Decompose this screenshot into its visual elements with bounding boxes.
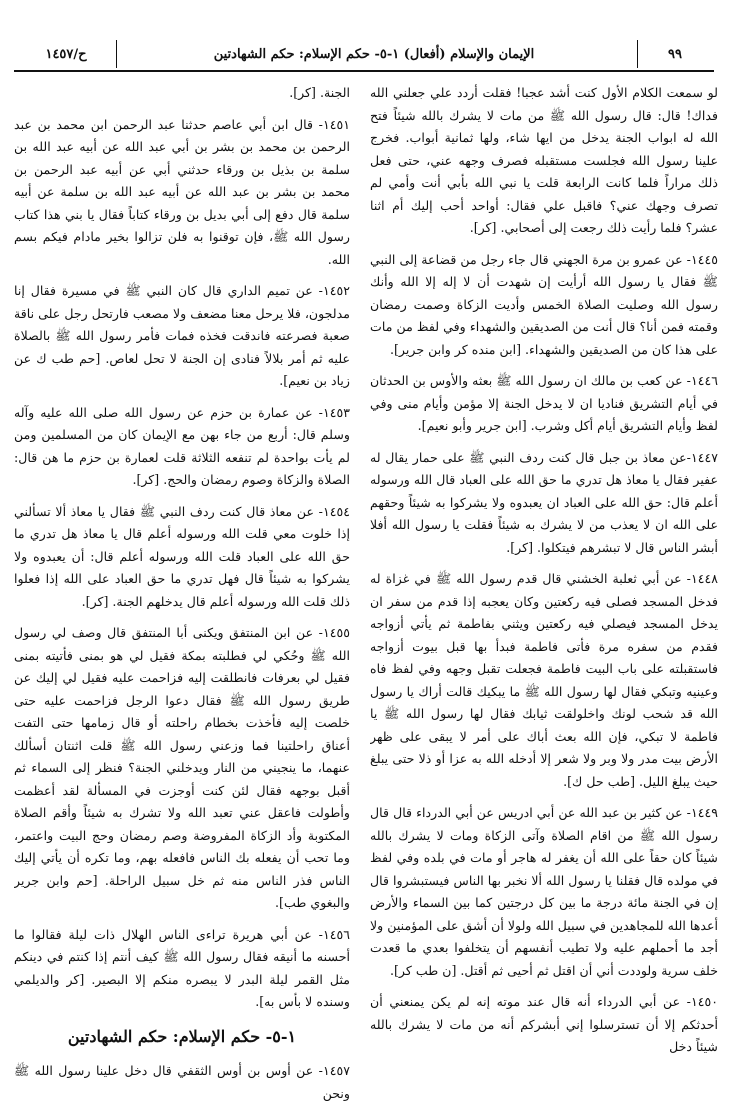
- hadith-1447: ١٤٤٧-عن معاذ بن جبل قال كنت ردف النبي ﷺ على حمار يقال له عفير فقال يا معاذ هل تدري ما حق الله على العباد قال الله ورسوله أعلم قال: حق الله على العباد ان يعبدوه ولا يشركوا به شيئاً وحقهم على الله ان لا يعذب من لا يشرك به شيئاً فقلت يا رسول الله أفلا أبشر الناس قال لا تبشرهم فيتكلوا. [كر].: [370, 449, 718, 555]
- hadith-1455: ١٤٥٥- عن ابن المنتفق ويكنى أبا المنتفق قال وصف لي رسول الله ﷺ وحُكي لي فطلبته بمكة فقيل لي هو بمنى فأتيته بمنى فقيل لي بعرفات فانطلقت إليه فزاحمت عليه فقيل لي إليك عن طريق رسول الله ﷺ فقال دعوا الرجل فزاحمت عليه حتى خلصت إليه فأخذت بخطام راحلته أو قال زمامها حتى التفت أعناق راحلتينا فما وزعني رسول الله ﷺ قلت اثنتان أسألك عنهما، ما ينجيني من النار ويدخلني الجنة؟ فنظر إلى السماء ثم أقبل بوجهه فقال لئن كنت أوجزت في المسألة لقد أعظمت وأطولت فاعقل عني تعبد الله ولا تشرك به شيئاً وأقم الصلاة المكتوبة وأد الزكاة المفروضة وصم رمضان وحج البيت واعتمر، وما تحب أن يفعله بك الناس فافعله بهم، وما تكره أن يأتي إليك الناس فذر الناس منه ثم خل سبيل الراحلة. [حم وابن جرير والبغوي طب].: [14, 625, 350, 910]
- paragraph: لو سمعت الكلام الأول كنت أشد عجبا! فقلت أردد علي جعلني الله فداك! قال: قال رسول الله ﷺ من مات لا يشرك بالله شيئاً فتح الله له ابواب الجنة يدخل من ايها شاء، ولها ثمانية أبواب. فخرج علينا رسول الله فجلست مستقبله فصرف وجهه عني، حتى فعل ذلك مراراً فلما كانت الرابعة قلت يا نبي الله بأبي أنت وأمي لم تصرف وجهك عني؟ فاقبل علي فقال: أواحد أحب إليك أم اثنا عشر؟ فلما رأيت ذلك رجعت إلى أصحابي. [كر].: [370, 85, 718, 235]
- hadith-1449: ١٤٤٩- عن كثير بن عبد الله عن أبي ادريس عن أبي الدرداء قال قال رسول الله ﷺ من اقام الصلاة وآتى الزكاة ومات لا يشرك بالله شيئاً كان حقاً على الله أن يغفر له هاجر أو مات في بلده وفي لفظ في مولده قال فقلنا يا رسول الله ألا نخبر بها الناس فيستبشروا قال إن في الجنة مائة درجة ما بين كل درجتين كما بين السماء والأرض أعدها الله للمجاهدين في سبيل الله ولولا أن أشق على المؤمنين ولا أجد ما أحملهم عليه ولا تطيب أنفسهم أن يتخلفوا بعدي ما قعدت خلف سرية ولوددت أني أن اقتل ثم أحيى ثم أقتل. [ن طب كر].: [370, 805, 718, 978]
- page-number: ٩٩: [637, 40, 712, 68]
- hadith-1446: ١٤٤٦- عن كعب بن مالك ان رسول الله ﷺ بعثه والأوس بن الحدثان في أيام التشريق فناديا ان لا يدخل الجنة إلا مؤمن وأيام منى وفي لفظ وأيام التشريق أيام أكل وشرب. [ابن جرير وأبو نعيم].: [370, 373, 718, 433]
- left-column: [14, 82, 350, 1104]
- hadith-1454: ١٤٥٤- عن معاذ قال كنت ردف النبي ﷺ فقال يا معاذ ألا تسألني إذا خلوت معي قلت الله ورسوله أعلم قال يا معاذ هل تدري ما حق الله على العباد قلت الله ورسوله أعلم قال: أن يعبدوه ولا يشركوا به شيئاً قال فهل تدري ما حق العباد على الله إذا فعلوا ذلك قلت الله ورسوله أعلم قال يدخلهم الجنة. [كر].: [14, 503, 350, 609]
- hadith-1452: ١٤٥٢- عن تميم الداري قال كان النبي ﷺ في مسيرة فقال إنا مدلجون، فلا يرحل معنا مضعف ولا مصعب فارتحل رجل على ناقة صعبة فصرعته فاندقت فخذه فمات فأمر رسول الله ﷺ بالصلاة عليه ثم أمر بلالاً فنادى إن الجنة لا تحل لعاص. [حم طب ك عن زياد بن نعيم].: [14, 283, 350, 388]
- hadith-1450: ١٤٥٠- عن أبي الدرداء أنه قال عند موته إنه لم يكن يمنعني أن أحدثكم إلا أن تسترسلوا إني أبشركم أنه من مات لا يشرك بالله شيئاً دخل: [370, 994, 718, 1054]
- hadith-1453: ١٤٥٣- عن عمارة بن حزم عن رسول الله صلى الله عليه وآله وسلم قال: أربع من جاء بهن مع الإيمان كان من المسلمين ومن لم يأت بواحدة لم تنفعه الثلاثة قلت لعمارة بن حزم ما هن قال: الصلاة والزكاة وصوم رمضان والحج. [كر].: [14, 404, 350, 487]
- hadith-1451: ١٤٥١- قال ابن أبي عاصم حدثنا عبد الرحمن ابن محمد بن عبد الرحمن بن محمد بن بشر بن أبي عبد الله عن أبيه عبد الله بن سلمة بن بذيل بن ورقاء حدثني أبي عن أبيه عبد الرحمن بن محمد بن بشر بن عبد الله عن أبيه عبد الله بن سلمة عن أبيه سلمة قال دفع إلى أبي بديل بن ورقاء كتاباً فقال يا بني هذا كتاب رسول الله ﷺ، فإن توقنوا به فلن تزالوا بخير مادام فيكم بسم الله.: [14, 116, 350, 267]
- hadith-1457: ١٤٥٧- عن أوس بن أوس الثقفي قال دخل علينا رسول الله ﷺ ونحن: [14, 1063, 350, 1101]
- hadith-range: ح/١٤٥٧: [16, 40, 117, 68]
- page-header: [14, 40, 714, 72]
- hadith-1448: ١٤٤٨- عن أبي ثعلبة الخشني قال قدم رسول الله ﷺ في غزاة له فدخل المسجد فصلى فيه ركعتين وكان يعجبه إذا قدم من سفر ان يدخل المسجد فيصلي فيه ركعتين ويثني بفاطمة ثم يأتي أزواجه فقدم من سفره مرة فأتى فاطمة فبدأ بها قبل بيوت أزواجه فاستقبلته على باب البيت فاطمة فجعلت تقبل وجهه وفي لفظ فاه وعينيه وتبكي فقال لها رسول الله ﷺ ما يبكيك قالت أراك يا رسول الله قد شحب لونك واخلولقت ثيابك فقال لها رسول الله ﷺ يا فاطمة لا تبكي، فإن الله بعث أباك على أمر لا يبقى على ظهر الأرض بيت مدر ولا وبر ولا شعر إلا أدخله الله به عزا أو ذلا حتى يبلغ حيث يبلغ الليل. [طب حل ك].: [370, 571, 718, 789]
- running-title: الإيمان والإسلام (أفعال) ١-٥- حكم الإسلام: حكم الشهادتين: [213, 46, 535, 62]
- right-column: [370, 82, 718, 1104]
- paragraph: الجنة. [كر].: [289, 85, 350, 100]
- hadith-1456: ١٤٥٦- عن أبي هريرة تراءى الناس الهلال ذات ليلة فقالوا ما أحسنه ما أنيقه فقال رسول الله ﷺ كيف أنتم إذا كنتم في دينكم مثل القمر ليلة البدر لا يبصره منكم إلا البصير. [كر والديلمي وسنده لا بأس به].: [14, 926, 350, 1009]
- section-heading: ١-٥- حكم الإسلام: حكم الشهادتين: [67, 1026, 297, 1046]
- hadith-1445: ١٤٤٥- عن عمرو بن مرة الجهني قال جاء رجل من قضاعة إلى النبي ﷺ فقال يا رسول الله أرأيت إن شهدت أن لا إله إلا الله وأنك رسول الله وصليت الصلاة الخمس وأديت الزكاة وصمت رمضان وقمته فمن أنا؟ قال أنت من الصديقين والشهداء وفي لفظ من مات على هذا كان من الصديقين والشهداء. [ابن منده كر وابن جرير].: [370, 251, 718, 357]
